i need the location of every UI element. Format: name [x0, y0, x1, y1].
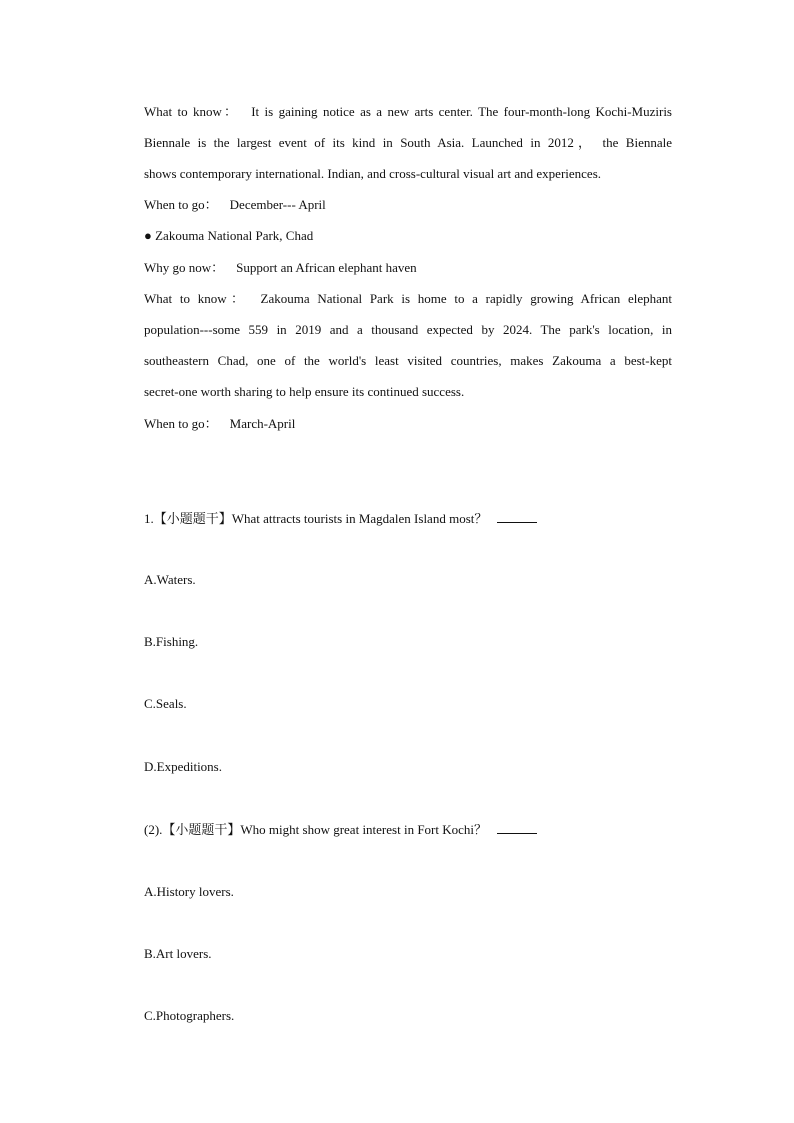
question-1-option-a: A.Waters.	[144, 572, 196, 587]
what-to-know-label: What to know：	[144, 104, 240, 119]
zakouma-what-to-know-line-3: southeastern Chad, one of the world's least visited countries, makes Zakouma a best-kept	[144, 353, 672, 368]
paragraph-text: Zakouma National Park is home to a rapidly growing African elephant	[260, 291, 672, 306]
question-2-stem	[144, 821, 537, 838]
kochi-when-to-go	[144, 197, 326, 213]
why-go-now-value: Support an African elephant haven	[236, 260, 417, 275]
zakouma-what-to-know-line-1	[144, 291, 672, 307]
question-1-option-d: D.Expeditions.	[144, 759, 222, 774]
question-text: 1.【小题题干】What attracts tourists in Magdalen Island most？	[144, 511, 488, 526]
zakouma-what-to-know-line-4: secret-one worth sharing to help ensure its continued success.	[144, 384, 465, 399]
kochi-what-to-know-line-3: shows contemporary international. Indian, and cross-cultural visual art and experiences.	[144, 166, 602, 181]
zakouma-why-go-now	[144, 260, 417, 276]
when-to-go-value: December--- April	[229, 197, 326, 212]
question-text: (2).【小题题干】Who might show great interest in Fort Kochi？	[144, 822, 488, 837]
when-to-go-value: March-April	[229, 416, 296, 431]
zakouma-heading: ● Zakouma National Park, Chad	[144, 228, 314, 243]
answer-blank[interactable]	[497, 510, 537, 523]
question-1-option-b: B.Fishing.	[144, 634, 199, 649]
question-2-option-b: B.Art lovers.	[144, 946, 212, 961]
question-1-stem	[144, 510, 537, 527]
answer-blank[interactable]	[497, 821, 537, 834]
paragraph-text: It is gaining notice as a new arts center. The four-month-long Kochi-Muziris	[251, 104, 672, 119]
zakouma-when-to-go	[144, 416, 295, 432]
when-to-go-label: When to go：	[144, 197, 218, 212]
what-to-know-label: What to know：	[144, 291, 249, 306]
kochi-what-to-know-line-2: Biennale is the largest event of its kind in South Asia. Launched in 2012， the Biennale	[144, 135, 672, 150]
kochi-what-to-know-line-1	[144, 104, 672, 120]
zakouma-what-to-know-line-2: population---some 559 in 2019 and a thousand expected by 2024. The park's location, in	[144, 322, 672, 337]
question-1-option-c: C.Seals.	[144, 696, 187, 711]
why-go-now-label: Why go now：	[144, 260, 225, 275]
question-2-option-a: A.History lovers.	[144, 884, 234, 899]
question-2-option-c: C.Photographers.	[144, 1008, 235, 1023]
when-to-go-label: When to go：	[144, 416, 218, 431]
